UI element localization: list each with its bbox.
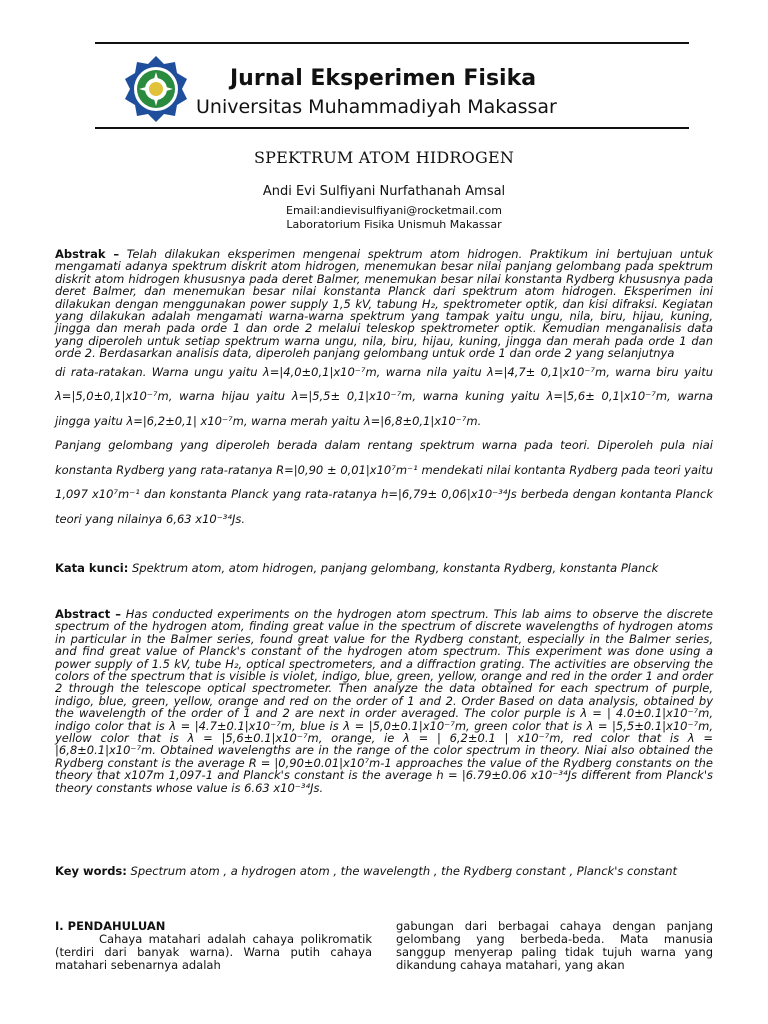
- key-words-label: Key words:: [55, 864, 127, 878]
- abstract-section: [55, 608, 713, 794]
- intro-right-column: [396, 920, 713, 972]
- abstract-text: Has conducted experiments on the hydrogen atom spectrum. This lab aims to observe the discrete spectrum of the hydrogen atom, finding great value in the spectrum of discrete wavelengths of hydrogen atoms in particular in the Balmer series, found great value for the Rydberg constant, especially in the Balmer series, and find great value of Planck's constant of the hydrogen atom spectrum. This experiment was done using a power supply of 1.5 kV, tube H₂, optical spectrometers, and a diffraction grating. The activities are observing the colors of the spectrum that is visible is violet, indigo, blue, green, yellow, orange and red in the order 1 and order 2 through the telescope optical spectrometer. Then analyze the data obtained for each spectrum of purple, indigo, blue, green, yellow, orange and red on the order of 1 and 2. Order Based on data analysis, obtained by the wavelength of the order of 1 and 2 are next in order averaged. The color purple is λ = | 4.0±0.1|x10⁻⁷m, indigo color that is λ = |4.7±0.1|x10⁻⁷m, blue is λ = |5,0±0.1|x10⁻⁷m, green color that is λ = |5,5±0.1|x10⁻⁷m, yellow color that is λ = |5,6±0.1|x10⁻⁷m, orange, ie λ = | 6,2±0.1 | x10⁻⁷m, red color that is λ = |6,8±0.1|x10⁻⁷m. Obtained wavelengths are in the range of the color spectrum in theory. Niai also obtained the Rydberg constant is the average R = |0,90±0.01|x10⁷m-1 approaches the value of the Rydberg constants on the theory that x107m 1,097-1 and Planck's constant is the average h = |6.79±0.06 x10⁻³⁴Js different from Planck's theory constants whose value is 6.63 x10⁻³⁴Js.: [55, 607, 714, 795]
- abstract-label: Abstract –: [55, 607, 122, 621]
- journal-title: Jurnal Eksperimen Fisika: [230, 66, 537, 91]
- abstrak-section: [55, 248, 713, 531]
- intro-left-column: [55, 920, 372, 972]
- abstrak-label: Abstrak –: [55, 247, 120, 261]
- paper-title: SPEKTRUM ATOM HIDROGEN: [253, 148, 515, 167]
- author-affiliation: Laboratorium Fisika Unismuh Makassar: [286, 218, 502, 231]
- journal-university: Universitas Muhammadiyah Makassar: [196, 96, 557, 118]
- intro-paragraph-left: [55, 933, 372, 972]
- header-rule-bottom: [95, 127, 689, 129]
- key-words-text: Spectrum atom , a hydrogen atom , the wavelength , the Rydberg constant , Planck's constant: [130, 864, 678, 878]
- author-email: Email:andievisulfiyani@rocketmail.com: [286, 204, 502, 217]
- abstrak-text-1: Telah dilakukan eksperimen mengenai spektrum atom hidrogen. Praktikum ini bertujuan untuk mengamati adanya spektrum diskrit atom hidrogen, menemukan besar nilai panjang gelombang pada spektrum diskrit atom hidrogen khususnya pada deret Balmer, menemukan besar nilai konstanta Rydberg khususnya pada deret Balmer, dan menemukan besar nilai konstanta Planck dari spektrum atom hidrogen. Eksperimen ini dilakukan dengan menggunakan power supply 1,5 kV, tabung H₂, spektrometer optik, dan kisi difraksi. Kegiatan yang dilakukan adalah mengamati warna-warna spektrum yang tampak yaitu ungu, nila, biru, hijau, kuning, jingga dan merah pada orde 1 dan orde 2 melalui teleskop spektrometer optik. Kemudian menganalisis data yang diperoleh untuk setiap spektrum warna ungu, nila, biru, hijau, kuning, jingga dan merah pada orde 1 dan orde 2. Berdasarkan analisis data, diperoleh panjang gelombang untuk orde 1 dan orde 2 yang selanjutnya: [55, 247, 713, 361]
- kata-kunci-label: Kata kunci:: [55, 561, 129, 575]
- paper-authors: Andi Evi Sulfiyani Nurfathanah Amsal: [262, 184, 506, 199]
- university-logo-icon: [121, 54, 191, 124]
- intro-left-text: Cahaya matahari adalah cahaya polikromatik (terdiri dari banyak warna). Warna putih cahaya matahari sebenarnya adalah: [55, 932, 372, 972]
- abstrak-text-3: Panjang gelombang yang diperoleh berada dalam rentang spektrum warna pada teori. Diperoleh pula niai konstanta Rydberg yang rata-ratanya R=|0,90 ± 0,01|x10⁷m⁻¹ mendekati nilai kontanta Rydberg pada teori yaitu 1,097 x10⁷m⁻¹ dan konstanta Planck yang rata-ratanya h=|6,79± 0,06|x10⁻³⁴Js berbeda dengan kontanta Planck teori yang nilainya 6,63 x10⁻³⁴Js.: [55, 438, 713, 526]
- key-words-section: [55, 865, 713, 877]
- intro-heading: I. PENDAHULUAN: [55, 919, 166, 933]
- header-rule-top: [95, 42, 689, 44]
- intro-right-text: gabungan dari berbagai cahaya dengan panjang gelombang yang berbeda-beda. Mata manusia sanggup menyerap paling tidak tujuh warna yang dikandung cahaya matahari, yang akan: [396, 919, 713, 972]
- kata-kunci-section: [55, 562, 713, 574]
- kata-kunci-text: Spektrum atom, atom hidrogen, panjang gelombang, konstanta Rydberg, konstanta Planck: [131, 561, 659, 575]
- abstrak-text-2: di rata-ratakan. Warna ungu yaitu λ=|4,0±0,1|x10⁻⁷m, warna nila yaitu λ=|4,7± 0,1|x10⁻⁷m, warna biru yaitu λ=|5,0±0,1|x10⁻⁷m, warna hijau yaitu λ=|5,5± 0,1|x10⁻⁷m, warna kuning yaitu λ=|5,6± 0,1|x10⁻⁷m, warna jingga yaitu λ=|6,2±0,1| x10⁻⁷m, warna merah yaitu λ=|6,8±0,1|x10⁻⁷m.: [55, 364, 713, 428]
